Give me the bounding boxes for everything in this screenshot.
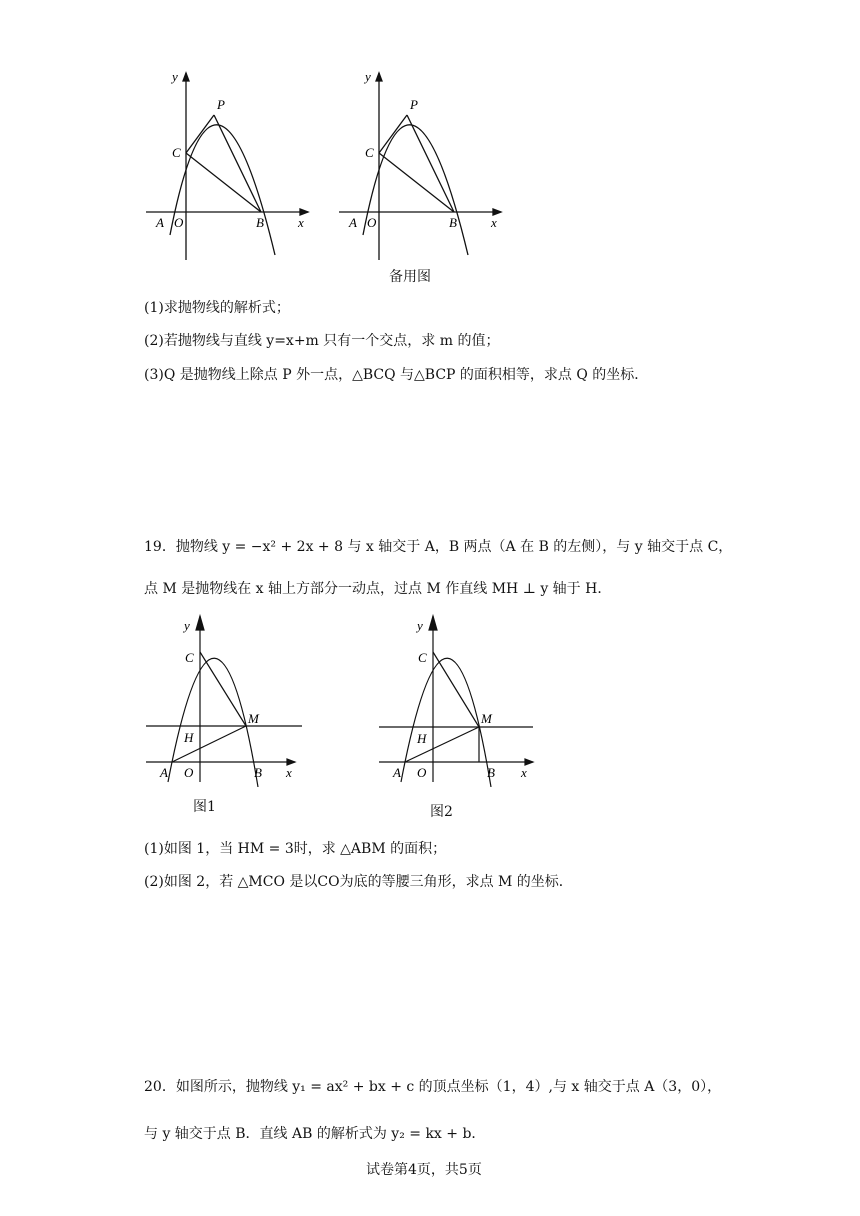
fig-label-A: A (156, 215, 164, 230)
fig-label-A: A (160, 765, 168, 780)
fig-label-O: O (417, 765, 427, 780)
q18-part-2: (2)若抛物线与直线 y=x+m 只有一个交点，求 m 的值； (144, 333, 500, 349)
fig-label-M: M (248, 711, 259, 726)
q18-part-1: (1)求抛物线的解析式； (144, 300, 290, 316)
fig-label-y: y (184, 618, 190, 633)
q18-figure-right (333, 65, 508, 265)
q18-part-3: (3)Q 是抛物线上除点 P 外一点，△BCQ 与△BCP 的面积相等，求点 Q 的坐标． (144, 367, 649, 383)
fig-label-O: O (184, 765, 194, 780)
fig-label-y: y (365, 69, 371, 84)
fig-label-x: x (491, 215, 497, 230)
fig-label-H: H (184, 730, 194, 745)
fig-label-y: y (172, 69, 178, 84)
q19-part-1: (1)如图 1，当 HM = 3时，求 △ABM 的面积； (144, 841, 447, 857)
fig-label-y: y (417, 618, 423, 633)
fig-label-B: B (254, 765, 262, 780)
q20-statement-line2: 与 y 轴交于点 B．直线 AB 的解析式为 y₂ = kx + b． (144, 1126, 486, 1142)
q19-statement-line2: 点 M 是抛物线在 x 轴上方部分一动点，过点 M 作直线 MH ⊥ y 轴于 H． (144, 581, 612, 597)
fig-label-x: x (298, 215, 304, 230)
fig-label-C: C (365, 145, 374, 160)
fig-label-B: B (487, 765, 495, 780)
fig-label-x: x (286, 765, 292, 780)
fig-label-C: C (185, 650, 194, 665)
figure-caption-backup: 备用图 (389, 269, 431, 285)
fig-label-B: B (449, 215, 457, 230)
fig-label-x: x (521, 765, 527, 780)
q19-figure-2 (373, 612, 543, 787)
q19-statement-line1: 19．抛物线 y = −x² + 2x + 8 与 x 轴交于 A，B 两点（A 在 B 的左侧），与 y 轴交于点 C， (144, 539, 733, 555)
fig-label-B: B (256, 215, 264, 230)
fig-label-P: P (217, 97, 225, 112)
q20-statement-line1: 20．如图所示，抛物线 y₁ = ax² + bx + c 的顶点坐标（1，4）,与 x 轴交于点 A（3，0）， (144, 1079, 722, 1095)
fig-label-M: M (481, 711, 492, 726)
q18-figure-left (140, 65, 315, 265)
fig-label-A: A (349, 215, 357, 230)
q19-part-2: (2)如图 2，若 △MCO 是以CO为底的等腰三角形，求点 M 的坐标． (144, 874, 573, 890)
fig-label-P: P (410, 97, 418, 112)
fig-label-A: A (393, 765, 401, 780)
fig-label-H: H (417, 731, 427, 746)
page-footer: 试卷第4页，共5页 (366, 1162, 482, 1178)
q19-figure-1 (140, 612, 310, 787)
fig-label-O: O (367, 215, 377, 230)
fig-label-O: O (174, 215, 184, 230)
q19-fig2-caption: 图2 (430, 804, 453, 820)
q19-fig1-caption: 图1 (193, 799, 216, 815)
fig-label-C: C (418, 650, 427, 665)
fig-label-C: C (172, 145, 181, 160)
